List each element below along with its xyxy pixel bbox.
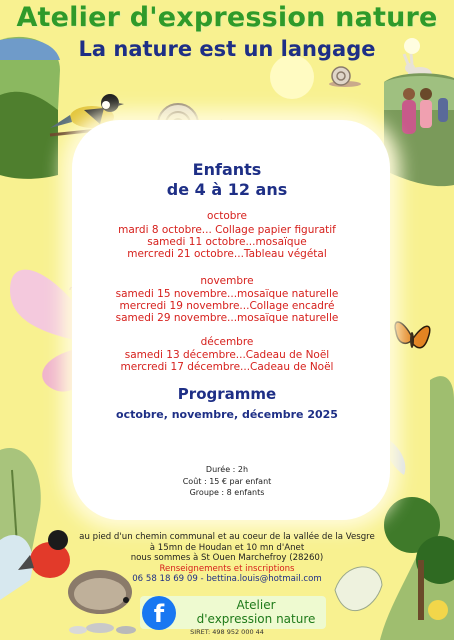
- month-heading-october: octobre: [207, 210, 247, 222]
- event-oct-2: samedi 11 octobre...mosaïque: [147, 236, 307, 248]
- siret-number: SIRET: 498 952 000 44: [190, 628, 264, 636]
- page-subtitle: La nature est un langage: [78, 37, 376, 61]
- event-oct-1: mardi 8 octobre... Collage papier figuratif: [118, 224, 336, 236]
- programme-months: octobre, novembre, décembre 2025: [116, 408, 338, 421]
- sun-shape: [270, 55, 314, 99]
- event-dec-1: samedi 13 décembre...Cadeau de Noël: [124, 349, 330, 361]
- facebook-name-line-2: d'expression nature: [196, 612, 316, 626]
- location-line-1: au pied d'un chemin communal et au coeur de la vallée de la Vesgre: [79, 532, 375, 542]
- event-dec-2: mercredi 17 décembre...Cadeau de Noël: [120, 361, 334, 373]
- contact-phone-email[interactable]: 06 58 18 69 09 - bettina.louis@hotmail.com: [132, 574, 322, 584]
- facebook-icon[interactable]: f: [142, 596, 176, 630]
- month-heading-november: novembre: [200, 275, 254, 287]
- facebook-name-line-1: Atelier: [236, 598, 276, 612]
- page-title: Atelier d'expression nature: [16, 2, 438, 33]
- group-size-text: Groupe : 8 enfants: [189, 488, 265, 497]
- cost-text: Coût : 15 € par enfant: [182, 477, 272, 486]
- location-line-3: nous sommes à St Ouen Marchefroy (28260): [130, 553, 324, 563]
- duration-text: Durée : 2h: [205, 465, 249, 474]
- event-oct-3: mercredi 21 octobre...Tableau végétal: [127, 248, 327, 260]
- facebook-page-name[interactable]: [186, 598, 326, 626]
- location-block: [0, 532, 454, 585]
- snail-small-top-right: [329, 67, 361, 87]
- event-nov-1: samedi 15 novembre...mosaïque naturelle: [115, 288, 339, 300]
- event-nov-2: mercredi 19 novembre...Collage encadré: [119, 300, 335, 312]
- age-range: de 4 à 12 ans: [166, 180, 288, 199]
- contact-label: Renseignements et inscriptions: [159, 563, 295, 574]
- audience-label: Enfants: [192, 160, 262, 179]
- programme-heading: Programme: [177, 385, 277, 403]
- location-line-2: à 15mn de Houdan et 10 mn d'Anet: [149, 542, 305, 553]
- event-nov-3: samedi 29 novembre...mosaïque naturelle: [115, 312, 339, 324]
- month-heading-december: décembre: [200, 336, 254, 348]
